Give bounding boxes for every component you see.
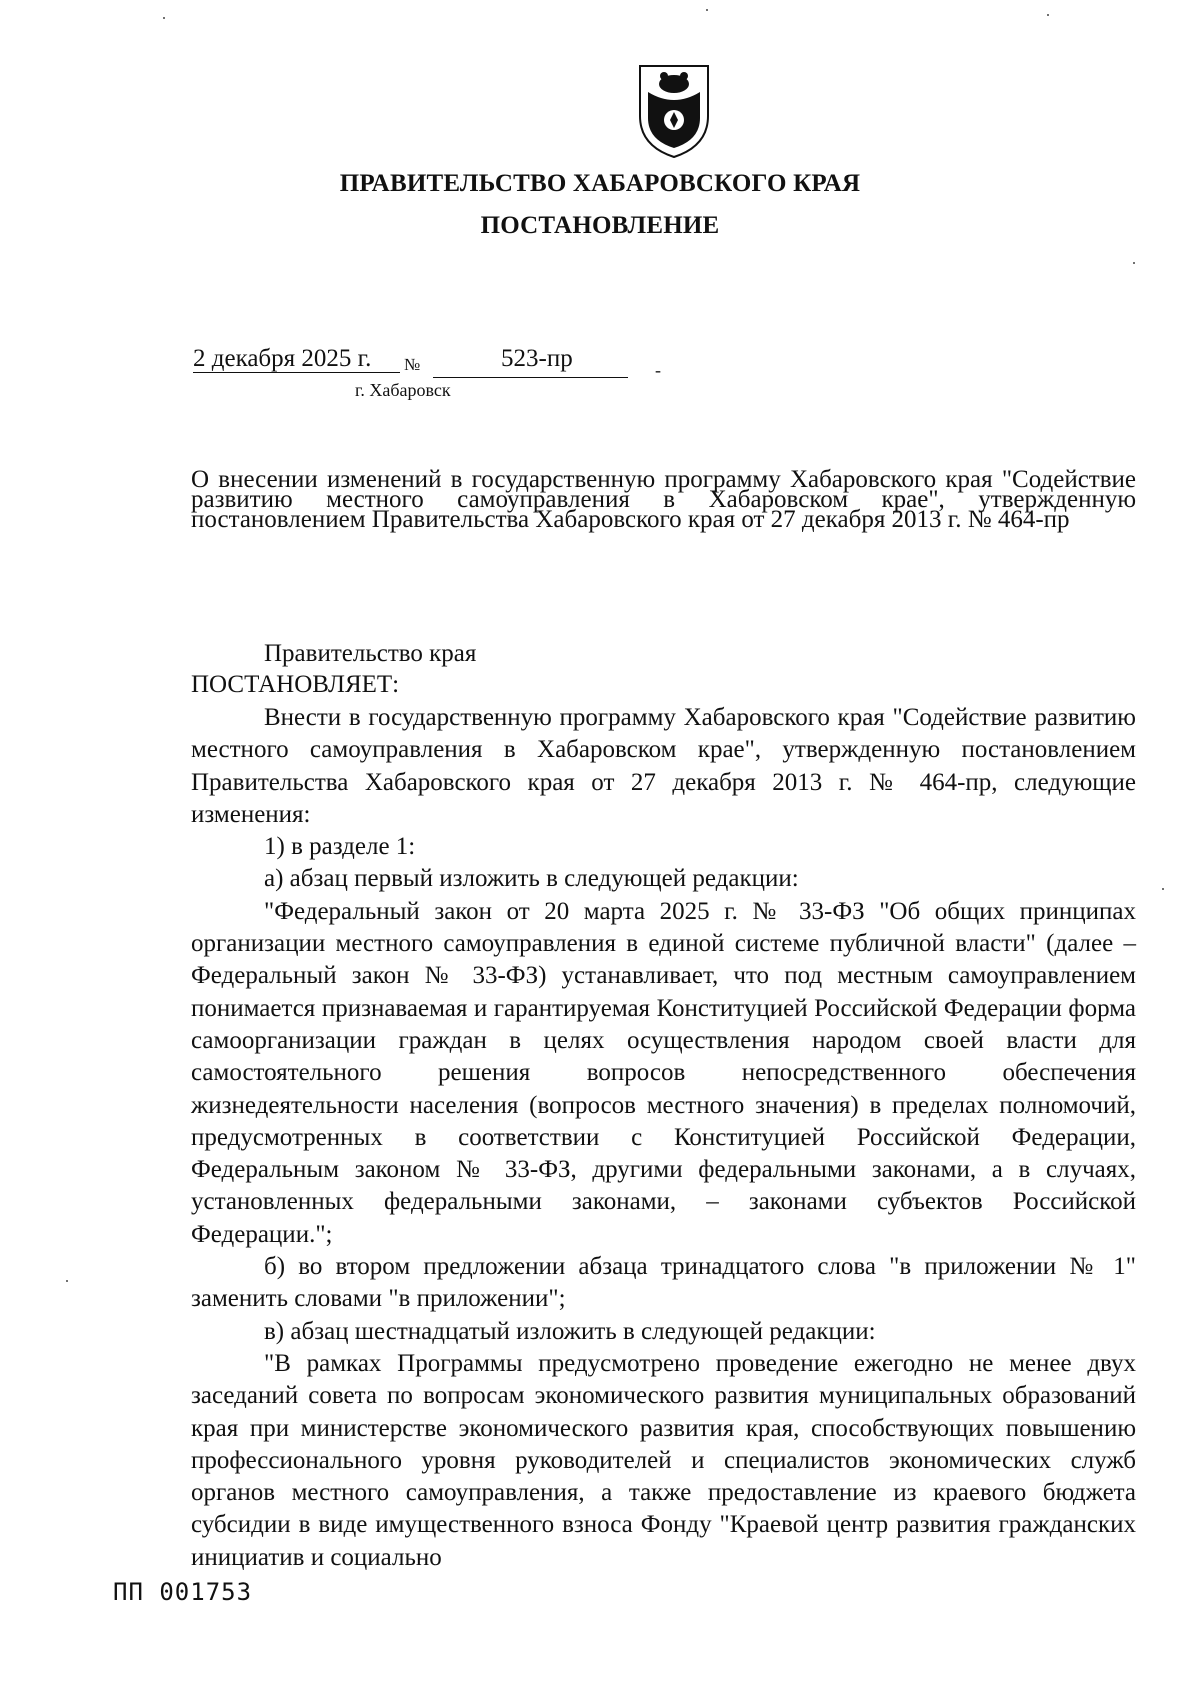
document-type: ПОСТАНОВЛЕНИЕ [480,212,720,239]
date-underline [193,372,400,373]
document-place: г. Хабаровск [355,380,451,400]
scan-speck [1133,262,1135,264]
number-sign: № [404,355,421,374]
number-underline [433,377,628,378]
scan-speck [1162,888,1164,890]
paragraph: 1) в разделе 1: [264,833,416,861]
paragraph: Внести в государственную программу Хабаровского края "Содействие развитию местного самоуправления в Хабаровском крае", утвержденную постановлением Правительства Хабаровского края от 27 декабря 2013 г. № 464-пр, следующие изменения: [191,704,1136,828]
issuer-name: Правительство края [264,640,477,667]
paragraph: "В рамках Программы предусмотрено проведение ежегодно не менее двух заседаний совета по вопросам экономического развития муниципальных образований края при министерстве экономического развития края, способствующих повышению профессионального уровня руководителей и специалистов экономических служб органов местного самоуправления, а также предоставление из краевого бюджета субсидии в виде имущественного взноса Фонду "Краевой центр развития гражданских инициатив и социально [191,1349,1136,1571]
scan-speck [66,1280,68,1282]
paragraph: в) абзац шестнадцатый изложить в следующей редакции: [264,1317,876,1345]
government-name: ПРАВИТЕЛЬСТВО ХАБАРОВСКОГО КРАЯ [339,170,861,197]
scan-speck [706,9,708,11]
scan-speck [163,17,165,19]
document-number: 523-пр [501,345,573,372]
stray-mark: - [655,360,661,380]
decree-word: ПОСТАНОВЛЯЕТ: [191,671,400,698]
document-date: 2 декабря 2025 г. [193,345,372,372]
document-subject: О внесении изменений в государственную программу Хабаровского края "Содействие развитию местного самоуправления в Хабаровском крае", утвержденную постановлением Правительства Хабаровского края от 27 декабря 2013 г. № 464-пр [191,466,1136,533]
paragraph: б) во втором предложении абзаца тринадцатого слова "в приложении № 1" заменить словами "в приложении"; [191,1253,1136,1313]
form-code: ПП 001753 [113,1578,253,1606]
paragraph: "Федеральный закон от 20 марта 2025 г. № 33-ФЗ "Об общих принципах организации местного самоуправления в единой системе публичной власти" (далее – Федеральный закон № 33-ФЗ) устанавливает, что под местным самоуправлением понимается признаваемая и гарантируемая Конституцией Российской Федерации форма самоорганизации граждан в целях осуществления народом своей власти для самостоятельного решения вопросов непосредственного обеспечения жизнедеятельности населения (вопросов местного значения) в пределах полномочий, предусмотренных в соответствии с Конституцией Российской Федерации, Федеральным законом № 33-ФЗ, другими федеральными законами, а в случаях, установленных федеральными законами, – законами субъектов Российской Федерации."; [191,897,1136,1248]
paragraph: а) абзац первый изложить в следующей редакции: [264,865,799,893]
decree-body [191,702,1136,1574]
scan-speck [1047,14,1049,16]
coat-of-arms-icon [634,60,714,160]
